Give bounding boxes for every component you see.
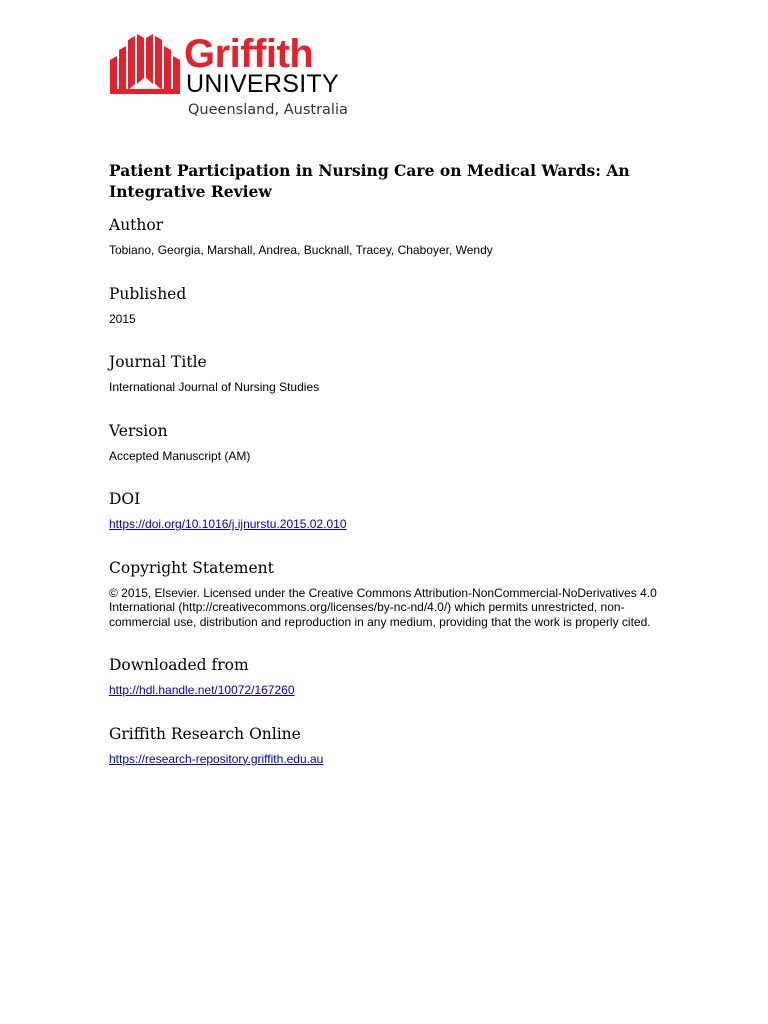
- section-heading: Version: [109, 421, 168, 440]
- section-heading: Journal Title: [109, 353, 207, 371]
- griffith-flame-icon: [108, 34, 182, 94]
- section-heading: Author: [109, 216, 164, 234]
- version-value: Accepted Manuscript (AM): [109, 448, 251, 463]
- downloaded-section: [109, 655, 669, 698]
- doi-link[interactable]: https://doi.org/10.1016/j.ijnurstu.2015.02.010: [109, 517, 347, 531]
- section-heading: Downloaded from: [109, 656, 249, 674]
- section-heading: Griffith Research Online: [109, 724, 301, 743]
- published-section: [109, 284, 669, 327]
- copyright-value: © 2015, Elsevier. Licensed under the Creative Commons Attribution-NonCommercial-NoDerivatives 4.0 International (http://creativecommons.org/licenses/by-nc-nd/4.0/) which permits unrestricted, non-commercial use, distribution and reproduction in any medium, providing that the work is properly cited.: [109, 585, 657, 629]
- document-title: Patient Participation in Nursing Care on Medical Wards: An Integrative Review: [109, 161, 630, 201]
- section-heading: Copyright Statement: [109, 558, 274, 577]
- author-value: Tobiano, Georgia, Marshall, Andrea, Bucknall, Tracey, Chaboyer, Wendy: [109, 243, 493, 257]
- published-value: 2015: [109, 311, 136, 326]
- section-heading: DOI: [109, 490, 141, 508]
- section-heading: Published: [109, 284, 187, 303]
- logo-university: UNIVERSITY: [186, 70, 340, 98]
- repository-link[interactable]: https://research-repository.griffith.edu.au: [109, 751, 324, 766]
- logo-name: Griffith: [184, 32, 314, 76]
- version-section: [109, 421, 669, 464]
- copyright-section: [109, 558, 669, 630]
- record-details: [109, 160, 669, 792]
- journal-value: International Journal of Nursing Studies: [109, 380, 320, 394]
- author-section: [109, 215, 669, 258]
- doi-section: [109, 489, 669, 532]
- repository-section: [109, 724, 669, 767]
- handle-link[interactable]: http://hdl.handle.net/10072/167260: [109, 683, 295, 697]
- journal-section: [109, 352, 669, 395]
- logo-location: Queensland, Australia: [188, 102, 348, 118]
- griffith-logo: [108, 34, 348, 124]
